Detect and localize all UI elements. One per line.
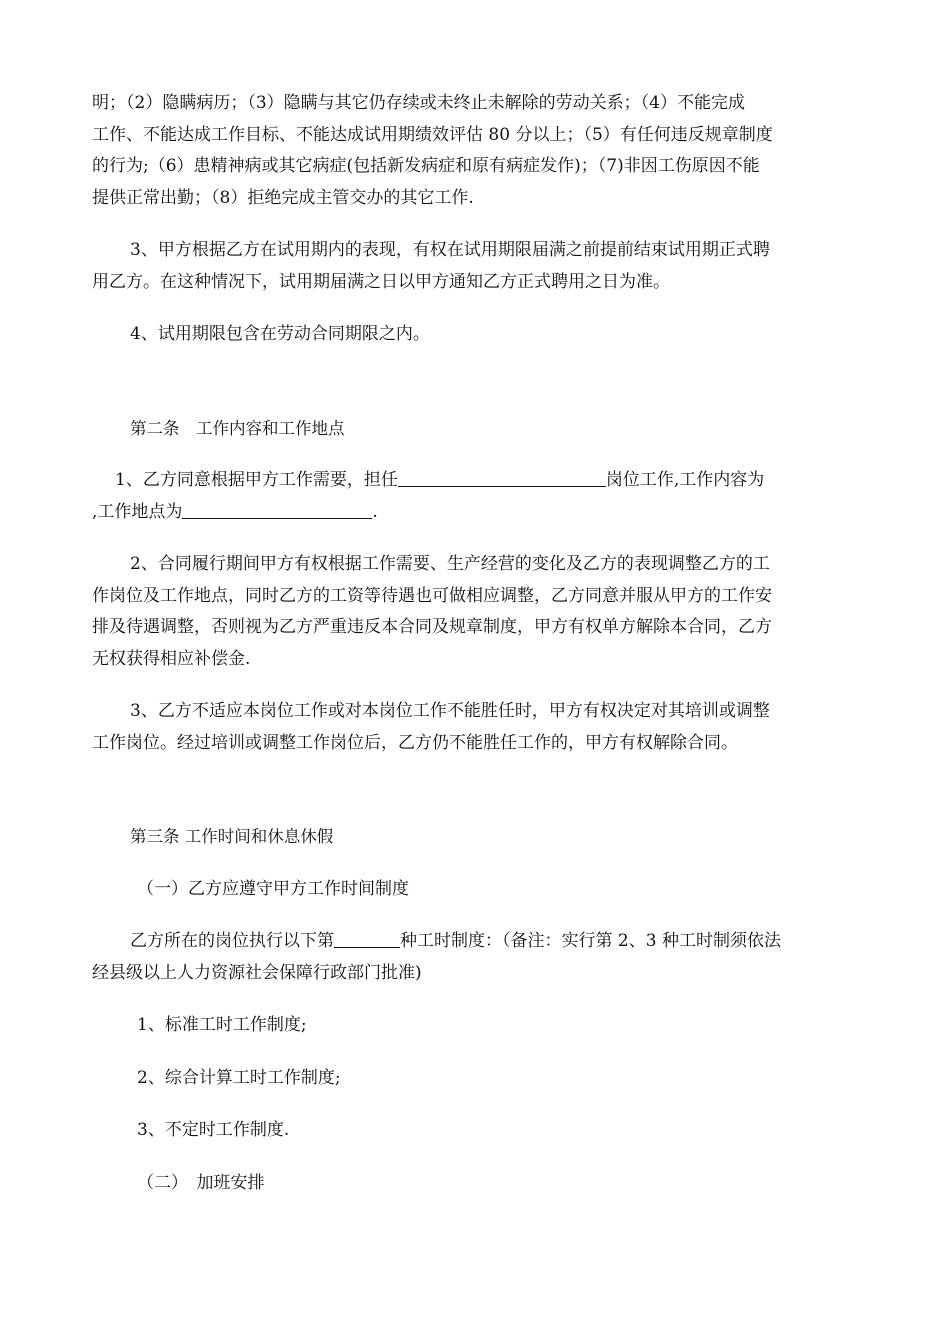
- system-number-blank[interactable]: [334, 930, 400, 948]
- article-3-heading: 第三条 工作时间和休息休假: [130, 827, 334, 846]
- body-line: [92, 465, 862, 497]
- article-3-sub-1: （一）乙方应遵守甲方工作时间制度: [137, 878, 409, 899]
- document-page: [92, 88, 862, 1199]
- item-1-line2-pre: ,工作地点为: [92, 501, 183, 522]
- body-line: 排及待遇调整，否则视为乙方严重违反本合同及规章制度，甲方有权单方解除本合同，乙方: [92, 617, 772, 637]
- option-1: 1、标准工时工作制度;: [137, 1015, 307, 1035]
- body-line: 的行为;（6）患精神病或其它病症(包括新发病症和原有病症发作)；（7)非因工伤原因不能: [92, 156, 760, 176]
- body-line: [92, 497, 862, 529]
- item-1-text-post: 岗位工作,工作内容为: [605, 470, 765, 490]
- body-line: 作岗位及工作地点，同时乙方的工资等待遇也可做相应调整，乙方同意并服从甲方的工作安: [92, 585, 772, 606]
- item-1-text-pre: 1、乙方同意根据甲方工作需要，担任: [115, 470, 398, 490]
- body-line: 2、合同履行期间甲方有权根据工作需要、生产经营的变化及乙方的表现调整乙方的工: [130, 554, 770, 574]
- article-2-item-1: [92, 465, 862, 528]
- body-line: 明；（2）隐瞒病历；（3）隐瞒与其它仍存续或未终止未解除的劳动关系；（4）不能完成: [92, 93, 745, 113]
- article-2-item-3: [92, 696, 862, 759]
- body-line: 3、甲方根据乙方在试用期内的表现，有权在试用期限届满之前提前结束试用期正式聘: [130, 240, 770, 260]
- article-2-heading: 第二条 工作内容和工作地点: [130, 418, 345, 438]
- option-3: 3、不定时工作制度.: [137, 1120, 290, 1140]
- system-text-post: 种工时制度：（备注：实行第 2、3 种工时制须依法: [400, 931, 781, 951]
- body-line: 工作岗位。经过培训或调整工作岗位后，乙方仍不能胜任工作的，甲方有权解除合同。: [92, 732, 738, 753]
- location-blank[interactable]: [182, 501, 372, 519]
- paragraph-4: 4、试用期限包含在劳动合同期限之内。: [130, 324, 430, 344]
- body-line: 用乙方。在这种情况下，试用期届满之日以甲方通知乙方正式聘用之日为准。: [92, 271, 670, 292]
- item-1-line2-post: .: [372, 501, 378, 522]
- body-line: 提供正常出勤；（8）拒绝完成主管交办的其它工作.: [92, 187, 474, 208]
- work-hours-system: [92, 926, 862, 989]
- body-line: 工作、不能达成工作目标、不能达成试用期绩效评估 80 分以上；（5）有任何违反规章制度: [92, 124, 773, 145]
- body-line: 经县级以上人力资源社会保障行政部门批准): [92, 962, 422, 983]
- body-line: [92, 926, 862, 958]
- position-blank[interactable]: [398, 469, 606, 487]
- system-text-pre: 乙方所在的岗位执行以下第: [130, 931, 334, 951]
- body-line: 3、乙方不适应本岗位工作或对本岗位工作不能胜任时，甲方有权决定对其培训或调整: [130, 701, 770, 721]
- article-2-item-2: [92, 549, 862, 675]
- article-3-sub-2: （二） 加班安排: [137, 1172, 265, 1193]
- body-line: 无权获得相应补偿金.: [92, 648, 251, 669]
- option-2: 2、综合计算工时工作制度;: [137, 1067, 341, 1088]
- paragraph-3: [92, 235, 862, 298]
